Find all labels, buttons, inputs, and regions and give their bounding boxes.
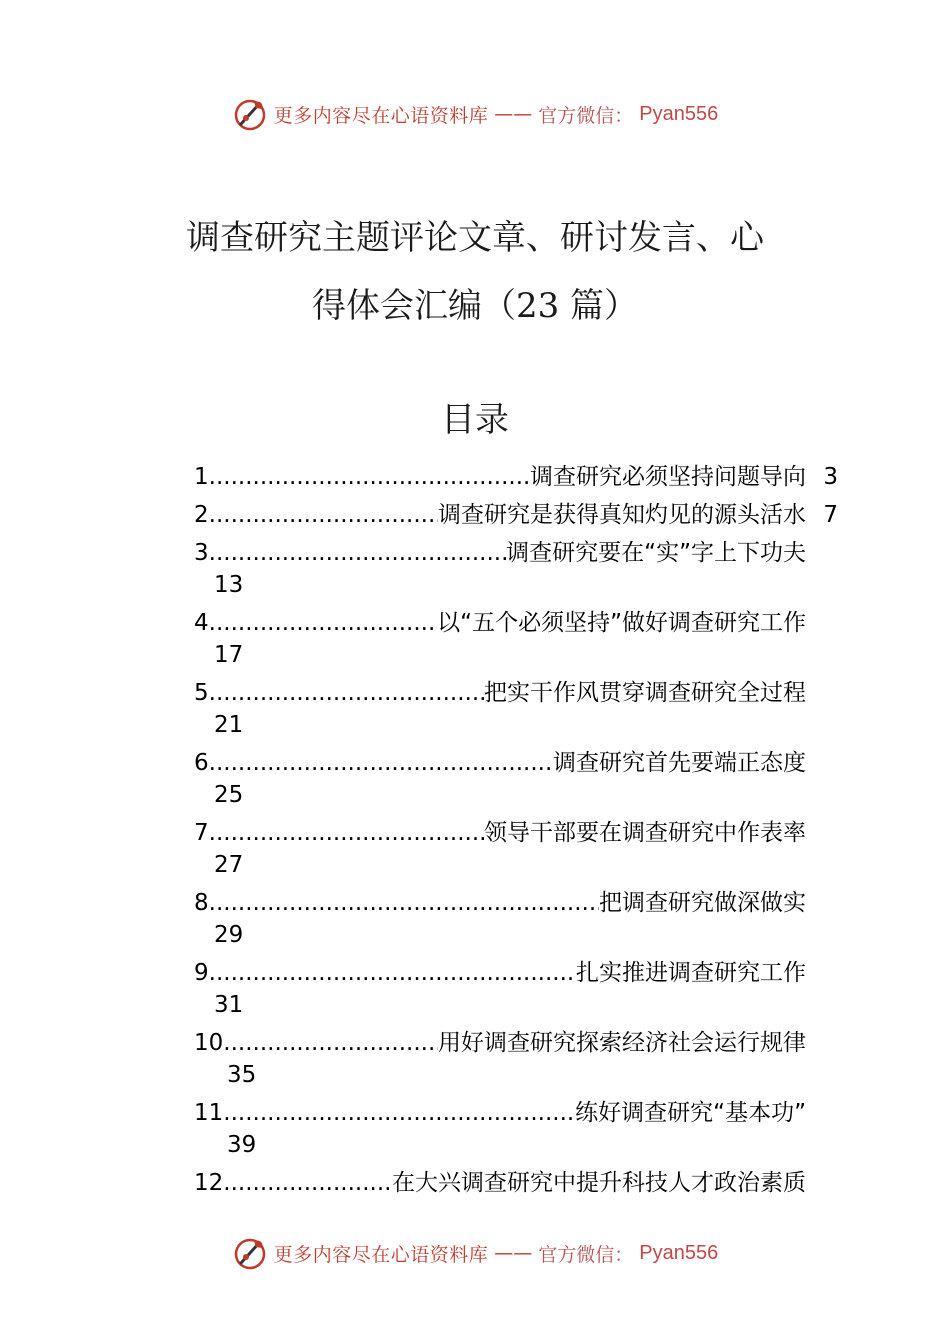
toc-number: 11	[194, 1100, 224, 1126]
toc-number: 5	[194, 680, 209, 706]
banner-dash: ——	[494, 103, 533, 125]
toc-leader	[223, 1024, 438, 1062]
toc-page: 21	[214, 712, 244, 738]
toc-page: 13	[214, 572, 244, 598]
toc-leader	[223, 1094, 575, 1132]
toc-entry[interactable]	[194, 1164, 806, 1202]
toc-leader	[209, 534, 507, 572]
toc-title: 在大兴调查研究中提升科技人才政治素质	[392, 1170, 806, 1196]
toc-page: 39	[227, 1132, 257, 1158]
toc-leader	[209, 954, 576, 992]
wechat-id: Pyan556	[639, 102, 719, 125]
toc-title: 以“五个必须坚持”做好调查研究工作	[437, 610, 806, 636]
toc-title: 练好调查研究“基本功”	[575, 1100, 806, 1126]
toc-number: 6	[194, 750, 209, 776]
toc-page: 7	[823, 502, 838, 528]
document-title-line-1: 调查研究主题评论文章、研讨发言、心	[186, 218, 764, 258]
toc-leader	[209, 458, 530, 496]
toc-page: 3	[823, 464, 838, 490]
promo-text: 更多内容尽在心语资料库	[273, 104, 489, 127]
toc-entry[interactable]	[194, 814, 806, 884]
toc-number: 4	[194, 610, 209, 636]
toc-entry[interactable]	[194, 496, 838, 534]
toc-entry[interactable]	[194, 744, 806, 814]
quill-logo-icon	[232, 1235, 268, 1271]
toc-number: 12	[194, 1170, 224, 1196]
toc-title: 把实干作风贯穿调查研究全过程	[484, 680, 806, 706]
toc-title: 调查研究首先要端正态度	[553, 750, 806, 776]
toc-number: 9	[194, 960, 209, 986]
toc-number: 7	[194, 820, 209, 846]
toc-number: 8	[194, 890, 209, 916]
toc-leader	[223, 1164, 392, 1202]
wechat-id: Pyan556	[639, 1241, 719, 1264]
toc-page: 35	[227, 1062, 257, 1088]
toc-title: 调查研究必须坚持问题导向	[530, 464, 806, 490]
toc-leader	[209, 604, 438, 642]
toc-page: 25	[214, 782, 244, 808]
header-banner	[0, 94, 950, 134]
toc-leader	[209, 814, 484, 852]
toc-page: 27	[214, 852, 244, 878]
toc-entry[interactable]	[194, 604, 806, 674]
promo-text: 更多内容尽在心语资料库	[273, 1243, 489, 1266]
toc-entry[interactable]	[194, 954, 806, 1024]
toc-number: 10	[194, 1030, 224, 1056]
toc-entry[interactable]	[194, 884, 806, 954]
quill-logo-icon	[232, 96, 268, 132]
toc-entry[interactable]	[194, 1094, 806, 1164]
toc-title: 领导干部要在调查研究中作表率	[484, 820, 806, 846]
wechat-label: 官方微信：	[538, 1243, 634, 1266]
toc-entry[interactable]	[194, 458, 838, 496]
toc-title: 调查研究要在“实”字上下功夫	[506, 540, 806, 566]
document-title-line-2: 得体会汇编（23 篇）	[311, 286, 639, 326]
banner-dash: ——	[494, 1242, 533, 1264]
toc-title: 把调查研究做深做实	[599, 890, 806, 916]
toc-number: 2	[194, 502, 209, 528]
toc-number: 1	[194, 464, 209, 490]
toc-entry[interactable]	[194, 1024, 806, 1094]
toc-page: 17	[214, 642, 244, 668]
toc-page: 29	[214, 922, 244, 948]
toc-title: 调查研究是获得真知灼见的源头活水	[438, 502, 806, 528]
toc-heading: 目录	[441, 400, 509, 440]
toc-title: 扎实推进调查研究工作	[576, 960, 806, 986]
toc-title: 用好调查研究探索经济社会运行规律	[438, 1030, 806, 1056]
toc-page: 31	[214, 992, 244, 1018]
footer-banner	[0, 1233, 950, 1273]
toc-number: 3	[194, 540, 209, 566]
toc-leader	[209, 744, 553, 782]
toc-leader	[209, 496, 438, 534]
wechat-label: 官方微信：	[538, 104, 634, 127]
toc-entry[interactable]	[194, 674, 806, 744]
table-of-contents	[194, 458, 838, 1202]
toc-leader	[209, 674, 484, 712]
toc-entry[interactable]	[194, 534, 806, 604]
toc-leader	[209, 884, 599, 922]
